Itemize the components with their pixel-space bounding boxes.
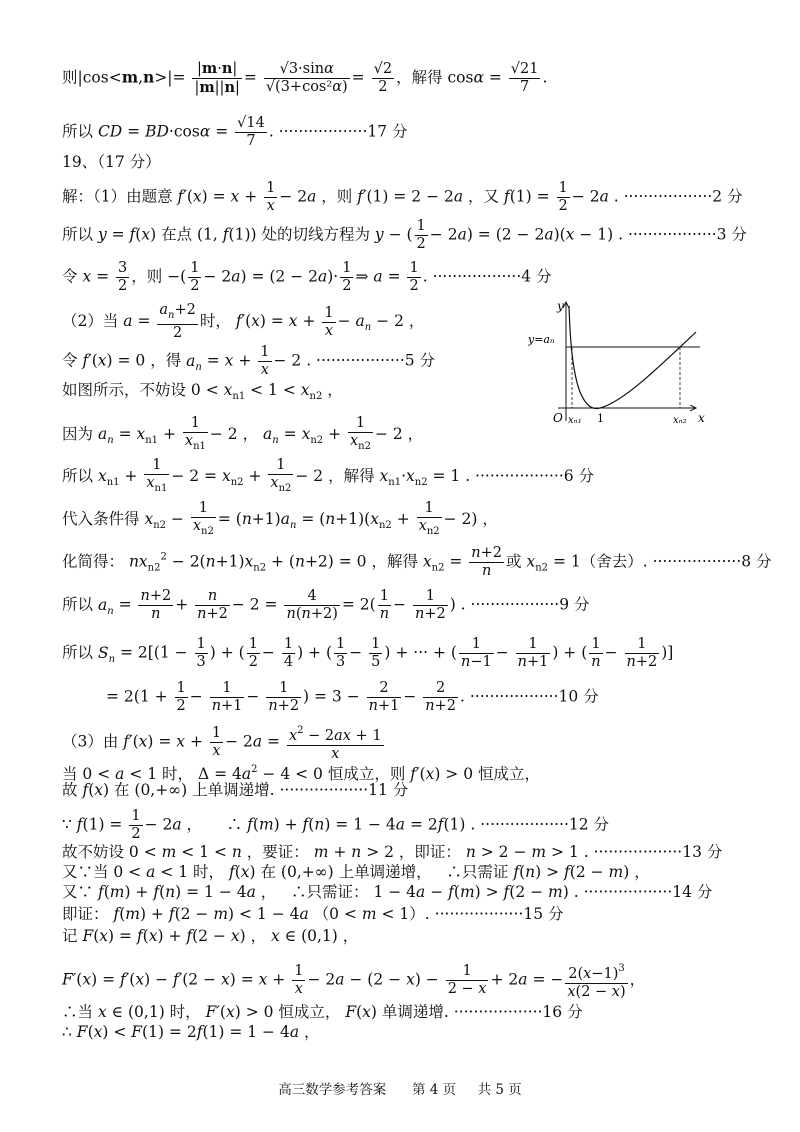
footer-page: 第 4 页 (411, 1082, 457, 1098)
line-sn-result: = 2(1 + $\frac{1}{2}$ − $\frac{1}{n+1}$ − $\frac{1}{n+2}$ ) = 3 − $\frac{2}{n+1}$ − $\frac{2}{n+2}$ . ··················10 分 (106, 680, 599, 714)
line-need-prove: 又∵当 0 < a < 1 时， f(x) 在 (0,+∞) 上单调递增， ∴只需证 f(n) > f(2 − m) ， (62, 863, 650, 881)
y-axis-label: y (557, 299, 564, 313)
one-label: 1 (597, 412, 604, 425)
line-part2-start: （2）当 a = $\frac{a_n+2}{2}$ 时， f′(x) = x + $\frac{1}{x}$ − $a_n - 2$ ， (62, 302, 425, 341)
footer-total: 共 5 页 (477, 1082, 522, 1098)
line-tangent: 所以 y = f(x) 在点 (1, f(1)) 处的切线方程为 y − ( $\frac{1}{2}$ − 2a) = (2 − 2a)(x − 1) . ··················3 分 (62, 218, 747, 252)
line-cos-angle: 则|cos<m,n>|= $\frac{|m\cdot n|}{|m||n|}$ = $\frac{√3\cdot\sin\alpha}{\text{√(3+cos²α)}}$ = $\frac{√2}{2}$ ，解得 cosα = $\frac{√21}{7}$ . (62, 60, 548, 96)
origin-label: O (553, 411, 563, 425)
line-F-increasing: ∴当 x ∈ (0,1) 时， F′(x) > 0 恒成立， F(x) 单调递增. ··················16 分 (62, 1003, 583, 1021)
line-part1-derivative: 解：（1）由题意 f′(x) = x + $\frac{1}{x}$ − 2a ，则 f′(1) = 2 − 2a ，又 f(1) = $\frac{1}{2}$ − 2a . ··················2 分 (62, 180, 743, 214)
line-F-derivative: F′(x) = f′(x) − f′(2 − x) = x + $\frac{1}{x}$ − 2a − (2 − x) − $\frac{1}{2 - x}$ + 2a = − $\frac{2(x-1)^3}{x(2 - x)}$ ， (62, 960, 645, 1001)
page-footer (0, 1078, 800, 1098)
line-substitute: 代入条件得 $x_{n2}$ − $\frac{1}{x_{n2}}$ = $(n+1)a_n = (n+1)(x_{n2}$ + $\frac{1}{x_{n2}}$ − 2) ， (62, 500, 498, 537)
line-an: 所以 $a_n$ = $\frac{n+2}{n}$ + $\frac{n}{n+2}$ − 2 = $\frac{4}{n(n+2)}$ = 2( $\frac{1}{n}$ − $\frac{1}{n+2}$ ) . ··················9 分 (62, 588, 590, 622)
line-because: 因为 $a_n = x_{n1}$ + $\frac{1}{x_{n1}}$ − 2 ， $a_n = x_{n2}$ + $\frac{1}{x_{n2}}$ − 2 ， (62, 415, 424, 452)
line-define-F: 记 F(x) = f(x) + f(2 − x) ， x ∈ (0,1) ， (62, 927, 359, 945)
line-solve-a: 令 x = $\frac{3}{2}$ ，则 −( $\frac{1}{2}$ − 2a) = (2 − 2a)· $\frac{1}{2}$ ⇒ a = $\frac{1}{2}$ . ··················4 分 (62, 260, 552, 294)
line-F-conclusion: ∴ F(x) < F(1) = 2f(1) = 1 − 4a ， (62, 1023, 320, 1041)
line-cd: 所以 CD = BD·cosα = $\frac{√14}{7}$ . ··················17 分 (62, 115, 408, 149)
line-f1: ∵ f(1) = $\frac{1}{2}$ − 2a ， ∴ f(m) + f(n) = 1 − 4a = 2f(1) . ··················12 分 (62, 808, 610, 842)
x-axis-label: x (698, 411, 705, 425)
line-part3-start: （3）由 f′(x) = x + $\frac{1}{x}$ − 2a = $\frac{x^2 - 2ax + 1}{x}$ (62, 722, 386, 763)
line-discriminant: 当 0 < a < 1 时， $\Delta = 4a^2 - 4 < 0$ 恒成立，则 f′(x) > 0 恒成立， (62, 764, 541, 783)
line-set-zero: 令 f′(x) = 0 ，得 $a_n = x$ + $\frac{1}{x}$ − 2 . ··················5 分 (62, 344, 436, 378)
line-assume-mn: 故不妨设 0 < m < 1 < n ，要证： m + n > 2 ，即证： n > 2 − m > 1 . ··················13 分 (62, 843, 723, 861)
line-need-prove-2: 又∵ f(m) + f(n) = 1 − 4a ， ∴只需证： 1 − 4a − f(m) > f(2 − m) . ··················14 分 (62, 883, 713, 901)
line-equivalent: 即证： f(m) + f(2 − m) < 1 − 4a （0 < m < 1）. ··················15 分 (62, 905, 564, 923)
x2-label: xₙ₂ (673, 415, 687, 426)
line-assume: 如图所示，不妨设 $0 < x_{n1} < 1 < x_{n2}$ ， (62, 381, 343, 402)
line-monotone: 故 f(x) 在 (0,+∞) 上单调递增. ··················11 分 (62, 781, 409, 799)
line-sn: 所以 $S_n = 2[(1$ − $\frac{1}{3}$ ) + ( $\frac{1}{2}$ − $\frac{1}{4}$ ) + ( $\frac{1}{3}$ − $\frac{1}{5}$ ) + ··· + ( $\frac{1}{n-1}$ − $\frac{1}{n+1}$ ) + ( $\frac{1}{n}$ − $\frac{1}{n+2}$ )] (62, 636, 674, 670)
x1-label: xₙ₁ (568, 415, 582, 426)
line-label-an: y=aₙ (528, 333, 555, 346)
line-product: 所以 $x_{n1}$ + $\frac{1}{x_{n1}}$ − $2 = x_{n2}$ + $\frac{1}{x_{n2}}$ − 2 ，解得 $x_{n1}\cdot x_{n2} = 1$ . ··················6 分 (62, 457, 595, 494)
function-curve (569, 306, 696, 408)
function-graph (528, 296, 708, 436)
footer-title: 高三数学参考答案 (278, 1082, 387, 1098)
line-simplify: 化简得： $nx_{n2}^2 - 2(n+1)x_{n2} + (n+2) = 0$ ，解得 $x_{n2}$ = $\frac{n+2}{n}$ 或 $x_{n2} = 1$（舍去）. ··················8 分 (62, 545, 772, 579)
line-q19-header: 19、（17 分） (62, 153, 161, 171)
